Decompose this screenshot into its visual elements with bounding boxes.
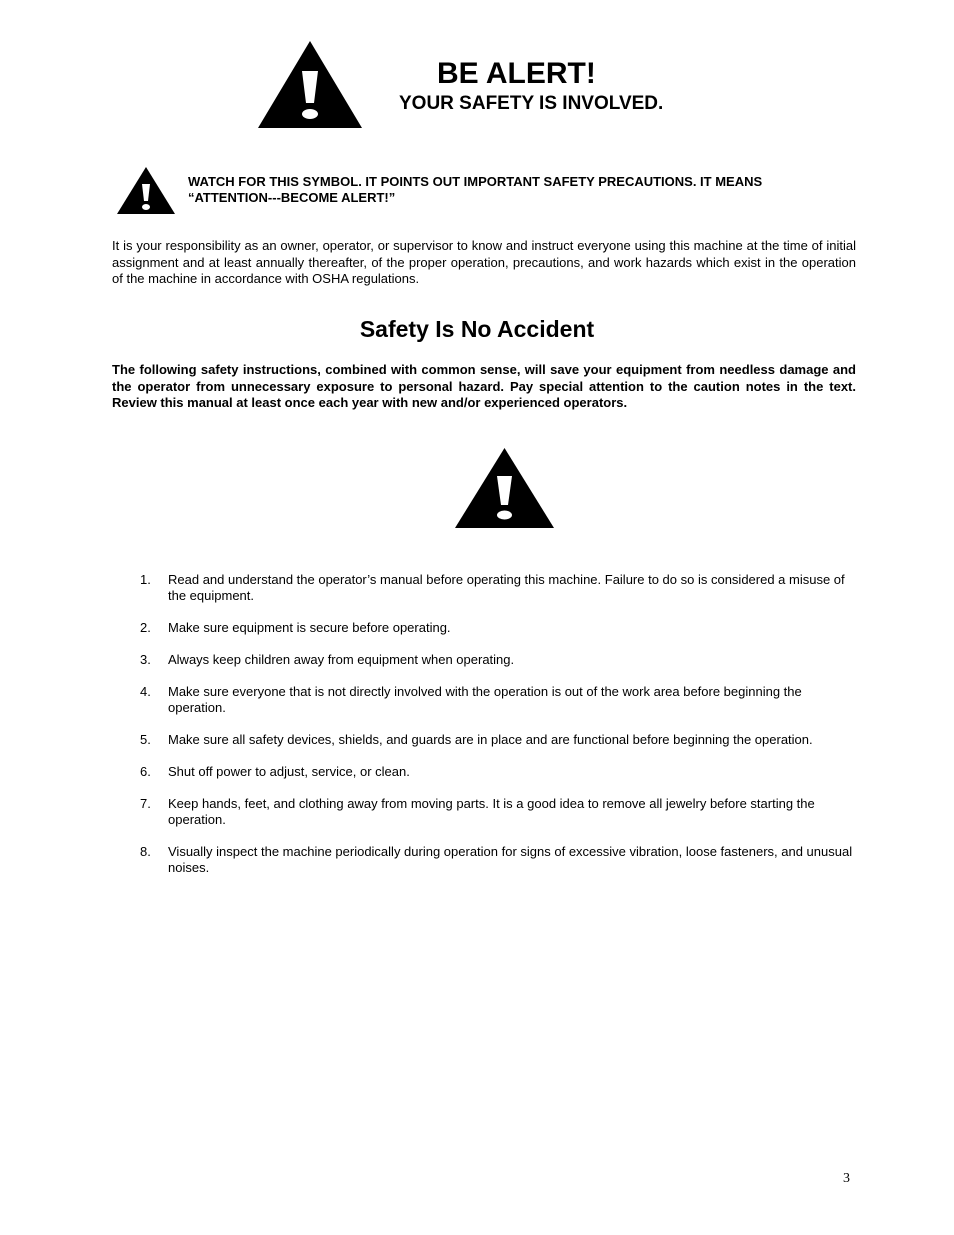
symbol-notice: WATCH FOR THIS SYMBOL. IT POINTS OUT IMPORTANT SAFETY PRECAUTIONS. IT MEANS “ATTENTION---BECOME ALERT!”: [188, 174, 763, 205]
list-item: [140, 844, 856, 876]
list-item-text: Make sure equipment is secure before operating.: [168, 620, 451, 635]
safety-instructions-paragraph: The following safety instructions, combined with common sense, will save your equipment from needless damage and the operator from unnecessary exposure to personal hazard. Pay special attention to the caution notes in the text. Review this manual at least once each year with new and/or experienced operators.: [112, 362, 856, 410]
list-item: [140, 732, 856, 748]
list-item-text: Keep hands, feet, and clothing away from moving parts. It is a good idea to remove all jewelry before starting the operation.: [168, 796, 815, 827]
list-item-number: 6.: [140, 764, 151, 779]
list-item-number: 2.: [140, 620, 151, 635]
safety-instruction-list: [140, 572, 856, 892]
warning-triangle-icon: [258, 41, 362, 128]
list-item: [140, 652, 856, 668]
list-item-number: 7.: [140, 796, 151, 811]
page-number: 3: [843, 1171, 850, 1186]
list-item-number: 1.: [140, 572, 151, 587]
list-item: [140, 684, 856, 716]
page-title: BE ALERT!: [437, 57, 596, 90]
section-heading: Safety Is No Accident: [359, 316, 595, 342]
warning-triangle-icon: [117, 167, 175, 214]
list-item-text: Make sure all safety devices, shields, and guards are in place and are functional before beginning the operation.: [168, 732, 813, 747]
list-item-text: Make sure everyone that is not directly involved with the operation is out of the work area before beginning the operation.: [168, 684, 802, 715]
page-subtitle: YOUR SAFETY IS INVOLVED.: [399, 93, 664, 114]
list-item: [140, 620, 856, 636]
list-item-number: 5.: [140, 732, 151, 747]
list-item-text: Read and understand the operator’s manual before operating this machine. Failure to do so is considered a misuse of the equipment.: [168, 572, 845, 603]
list-item-number: 4.: [140, 684, 151, 699]
list-item-text: Visually inspect the machine periodically during operation for signs of excessive vibration, loose fasteners, and unusual noises.: [168, 844, 853, 875]
list-item-text: Shut off power to adjust, service, or clean.: [168, 764, 410, 779]
list-item: [140, 764, 856, 780]
warning-triangle-icon: [455, 448, 554, 528]
list-item-text: Always keep children away from equipment when operating.: [168, 652, 515, 667]
list-item: [140, 572, 856, 604]
list-item-number: 3.: [140, 652, 151, 667]
intro-paragraph: It is your responsibility as an owner, operator, or supervisor to know and instruct everyone using this machine at the time of initial assignment and at least annually thereafter, of the proper operation, precautions, and work hazards which exist in the operation of the machine in accordance with OSHA regulations.: [112, 238, 856, 286]
list-item-number: 8.: [140, 844, 151, 859]
list-item: [140, 796, 856, 828]
